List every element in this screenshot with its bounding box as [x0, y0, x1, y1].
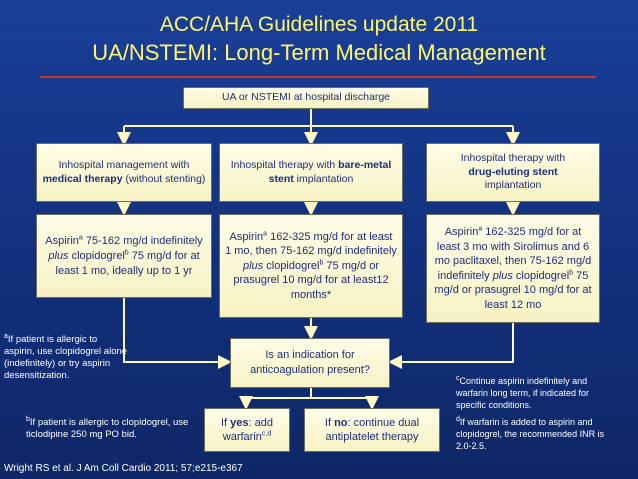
- branch-des-post: implantation: [484, 179, 542, 192]
- regimen-bms-sup-a: a: [263, 230, 268, 238]
- regimen-bms-plus: plus: [243, 259, 264, 272]
- regimen-drug-eluting-stent: [426, 214, 600, 323]
- regimen-des-aspirin: Aspirin: [444, 226, 479, 238]
- footnote-d: [456, 416, 620, 452]
- footnote-d-sup: d: [456, 416, 460, 423]
- arrow-medical-anticoag: [124, 298, 228, 362]
- footnote-c: [456, 375, 620, 411]
- footnote-a: [4, 334, 128, 382]
- arrow-des-anticoag: [392, 323, 513, 362]
- footnote-d-text: If warfarin is added to aspirin and clopidogrel, the recommended INR is 2.0-2.5.: [456, 417, 605, 451]
- branch-bare-metal-stent: [219, 143, 403, 202]
- branch-medical-therapy: [36, 143, 212, 202]
- branch-bms-pre: Inhospital therapy with: [230, 159, 339, 171]
- footnote-c-text: Continue aspirin indefinitely and warfarin long term, if indicated for specific conditions.: [456, 376, 590, 410]
- footnote-c-sup: c: [456, 375, 460, 382]
- regimen-des-sup-a: a: [478, 225, 483, 233]
- regimen-medical-dose2: 75 mg/d for at least 1 mo, ideally up to 1 yr: [55, 249, 200, 277]
- slide-title-line2: UA/NSTEMI: Long-Term Medical Management: [92, 40, 546, 65]
- branch-drug-eluting-stent: [426, 143, 600, 202]
- regimen-bms-dose2: 75 mg/d or prasugrel 10 mg/d for at least12 months*: [233, 259, 389, 301]
- regimen-medical-sup-b: b: [124, 248, 129, 256]
- regimen-medical-clopidogrel: clopidogrel: [68, 249, 125, 262]
- branch-medical-hl: medical therapy: [42, 172, 123, 185]
- regimen-medical-plus: plus: [48, 249, 69, 262]
- footnote-a-text: If patient is allergic to aspirin, use clopidogrel alone (indefinitely) or try aspirin desensitization.: [4, 334, 128, 381]
- regimen-bms-sup-b: b: [319, 259, 324, 267]
- no-label: no: [334, 417, 348, 429]
- branch-medical-post: (without stenting): [122, 172, 206, 185]
- no-prefix: If: [324, 417, 335, 429]
- no-outcome-box: [304, 408, 440, 452]
- discharge-box: [183, 87, 429, 109]
- regimen-bare-metal-stent: [219, 214, 403, 318]
- regimen-medical-aspirin: Aspirin: [45, 234, 79, 247]
- regimen-medical-dose1: 75-162 mg/d indefinitely: [82, 234, 203, 247]
- yes-action: : add warfarin: [222, 417, 273, 443]
- footnote-b: [26, 417, 204, 441]
- yes-sup: c,d: [261, 430, 272, 438]
- regimen-des-dose1: 162-325 mg/d for at least 3 mo with Sirolimus and 6 mo paclitaxel, then 75-162 mg/d indefinitely: [434, 226, 592, 282]
- branch-bms-hl: bare-metal stent: [268, 159, 392, 185]
- branch-des-pre: Inhospital therapy with: [460, 152, 566, 165]
- footnote-b-text: If patient is allergic to clopidogrel, use ticlodipine 250 mg PO bid.: [26, 417, 189, 440]
- yes-label: yes: [230, 417, 249, 429]
- branch-bms-post: implantation: [293, 172, 354, 185]
- regimen-des-sup-b: b: [569, 268, 574, 276]
- yes-prefix: If: [221, 417, 231, 429]
- regimen-bms-dose1: 162-325 mg/d for at least 1 mo, then 75-162 mg/d indefinitely: [225, 230, 397, 258]
- regimen-bms-clopidogrel: clopidogrel: [263, 259, 320, 272]
- footnote-b-sup: b: [26, 415, 30, 423]
- regimen-des-clopidogrel: clopidogrel: [512, 269, 570, 282]
- slide-title-line1: ACC/AHA Guidelines update 2011: [159, 13, 479, 36]
- regimen-medical: [36, 214, 212, 298]
- regimen-medical-sup-a: a: [78, 233, 83, 241]
- regimen-bms-aspirin: Aspirin: [229, 230, 264, 243]
- branch-des-hl: drug-eluting stent: [468, 165, 558, 178]
- yes-outcome-box: [204, 408, 290, 452]
- anticoagulation-question-text: Is an indication for anticoagulation present?: [250, 349, 370, 376]
- footnote-a-sup: a: [4, 332, 8, 340]
- citation: Wright RS et al. J Am Coll Cardio 2011; 57;e215-e367: [4, 463, 243, 474]
- anticoagulation-question-box: [230, 338, 390, 388]
- discharge-text: UA or NSTEMI at hospital discharge: [221, 91, 391, 104]
- branch-medical-pre: Inhospital management with: [58, 159, 190, 171]
- regimen-des-plus: plus: [492, 269, 513, 282]
- no-action: : continue dual antiplatelet therapy: [325, 417, 420, 443]
- regimen-des-dose2: 75 mg/d or prasugrel 10 mg/d for at least 12 mo: [434, 269, 592, 311]
